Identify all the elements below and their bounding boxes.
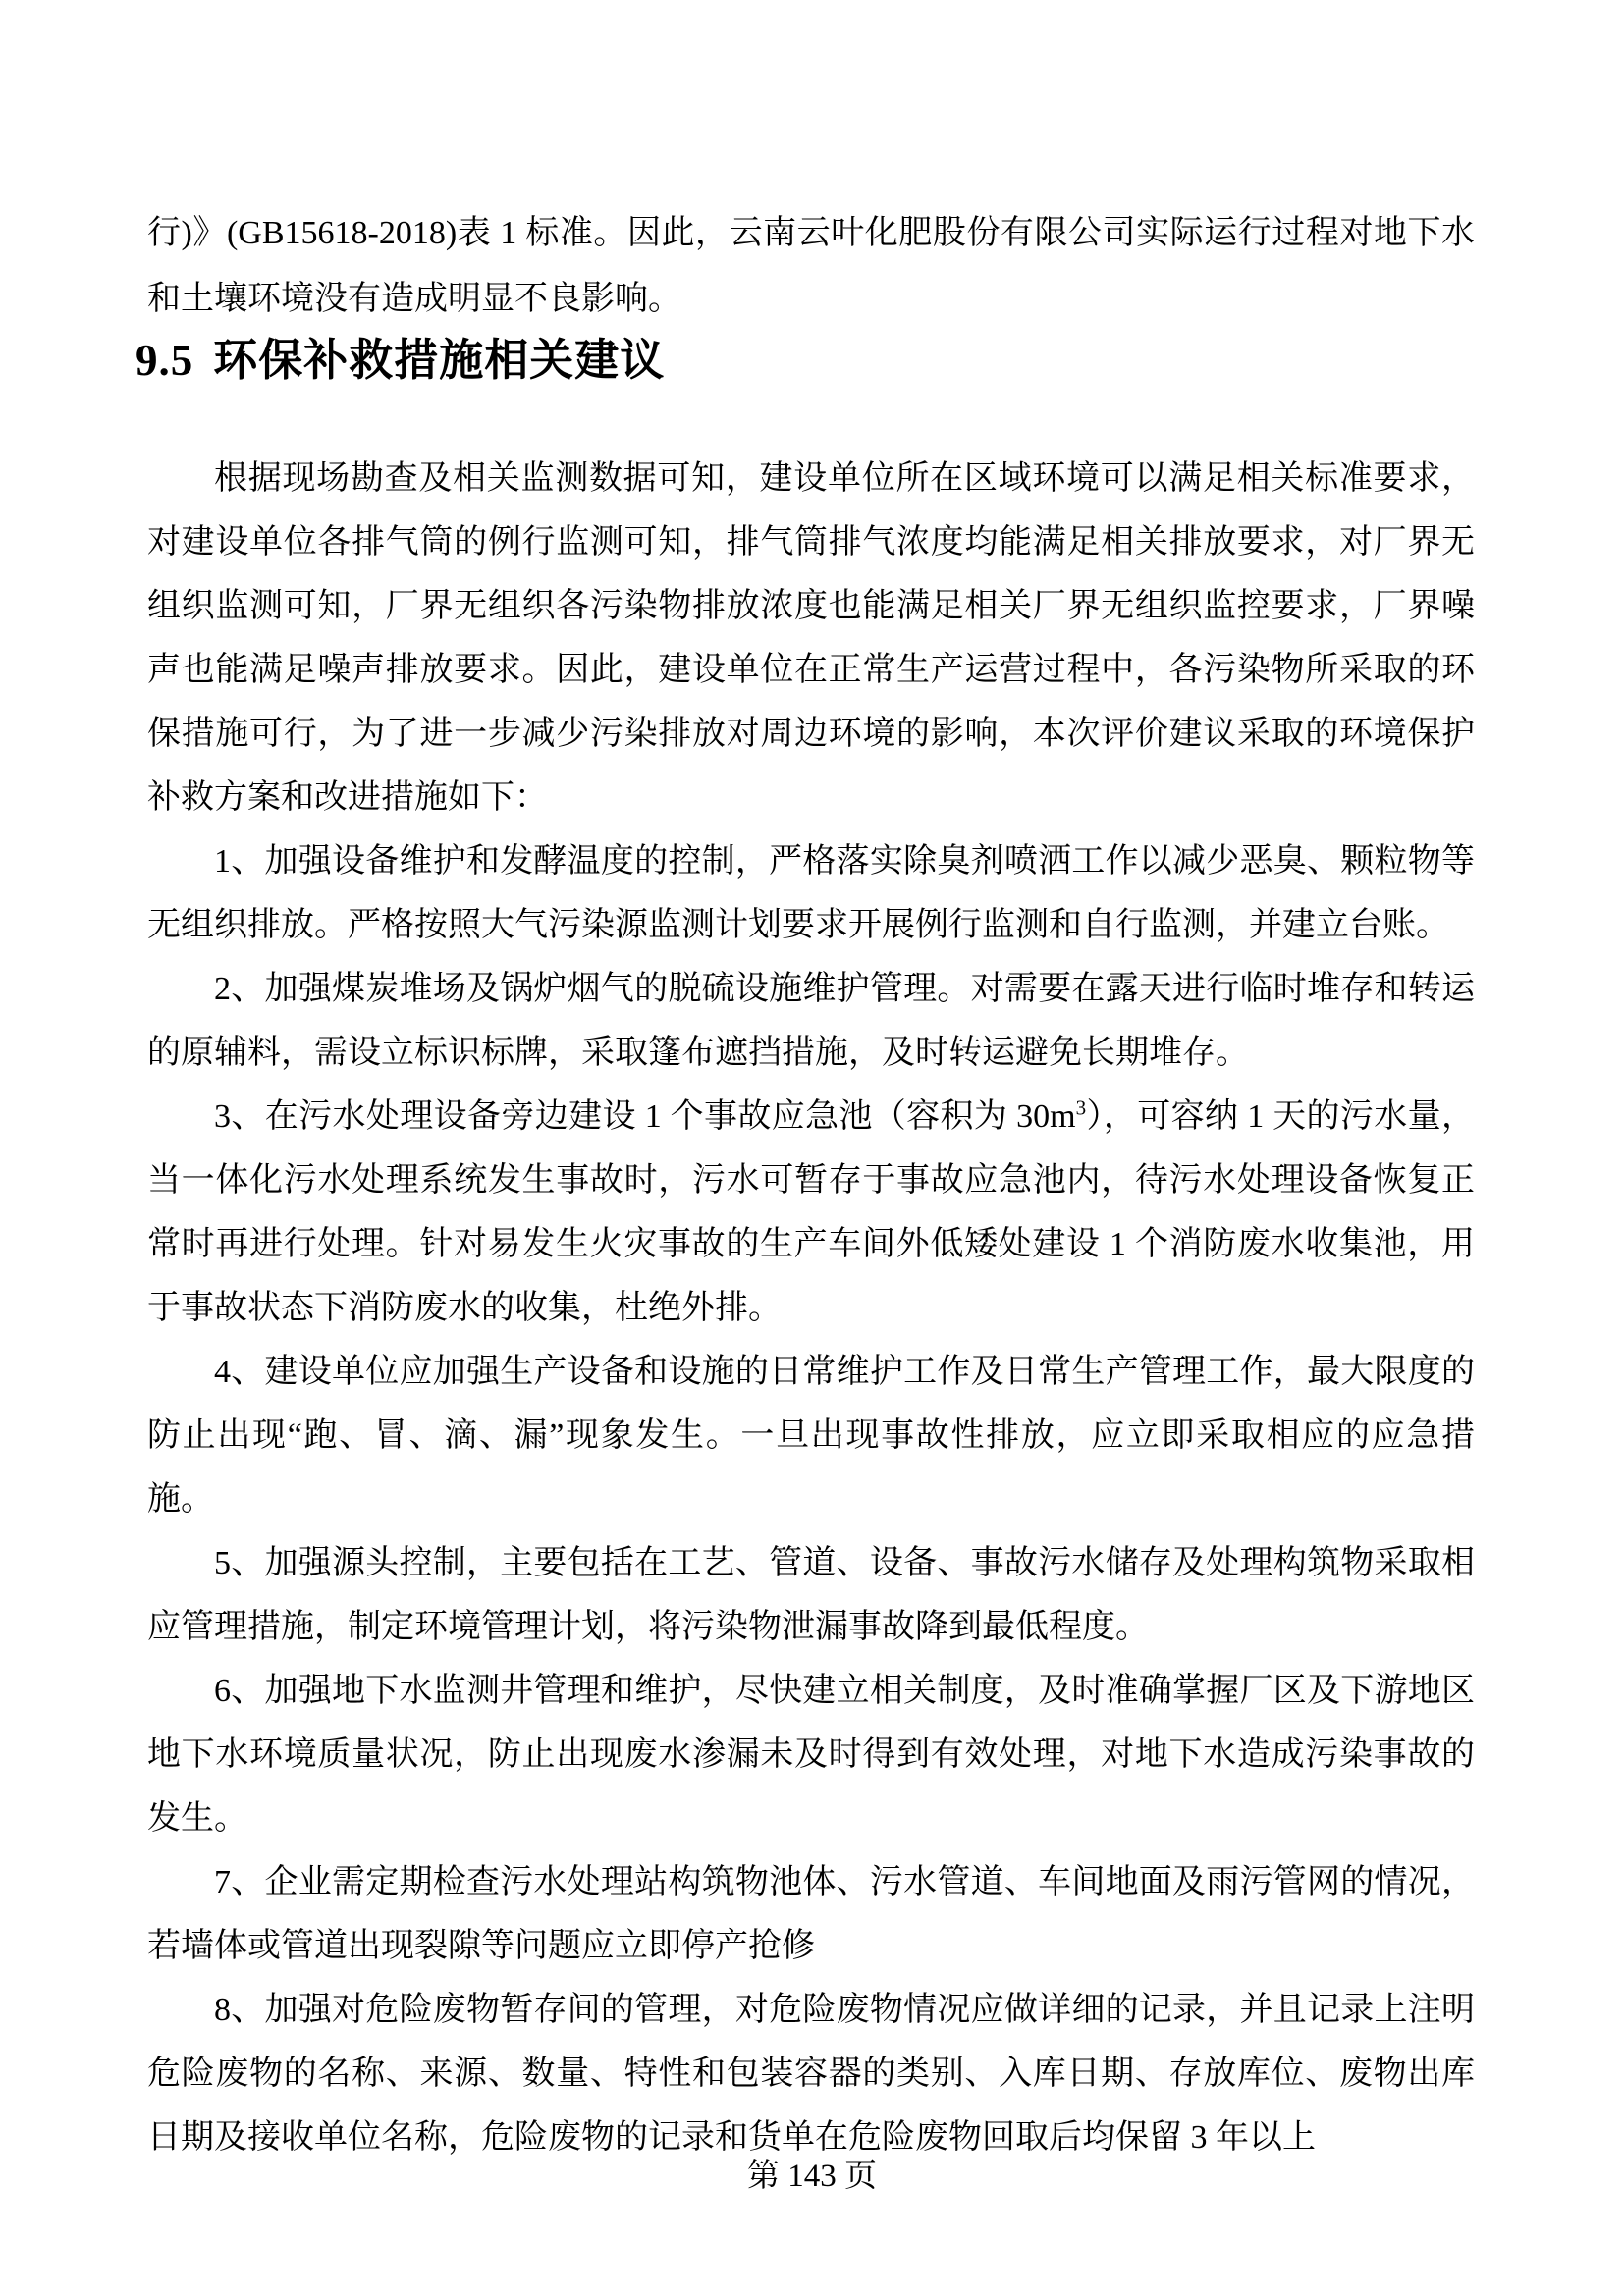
list-item-2: 2、加强煤炭堆场及锅炉烟气的脱硫设施维护管理。对需要在露天进行临时堆存和转运的原辅料，需设立标识标牌，采取篷布遮挡措施，及时转运避免长期堆存。 bbox=[147, 971, 1475, 1071]
list-item-3-text-after-superscript: ），可容纳 1 天的污水量，当一体化污水处理系统发生事故时，污水可暂存于事故应急池内，待污水处理设备恢复正常时再进行处理。针对易发生火灾事故的生产车间外低矮处建设 1 个消防废水收集池，用于事故状态下消防废水的收集，杜绝外排。 bbox=[147, 1098, 1476, 1326]
section-body bbox=[147, 447, 1475, 2169]
list-item-8: 8、加强对危险废物暂存间的管理，对危险废物情况应做详细的记录，并且记录上注明危险废物的名称、来源、数量、特性和包装容器的类别、入库日期、存放库位、废物出库日期及接收单位名称，危险废物的记录和货单在危险废物回取后均保留 3 年以上 bbox=[147, 1992, 1475, 2156]
section-title: 环保补救措施相关建议 bbox=[213, 336, 666, 385]
list-item-4: 4、建设单位应加强生产设备和设施的日常维护工作及日常生产管理工作，最大限度的防止出现“跑、冒、滴、漏”现象发生。一旦出现事故性排放，应立即采取相应的应急措施。 bbox=[147, 1354, 1475, 1518]
page-footer bbox=[0, 2155, 1624, 2198]
section-number: 9.5 bbox=[135, 336, 194, 385]
section-heading bbox=[135, 330, 665, 391]
list-item-5: 5、加强源头控制，主要包括在工艺、管道、设备、事故污水储存及处理构筑物采取相应管理措施，制定环境管理计划，将污染物泄漏事故降到最低程度。 bbox=[147, 1545, 1475, 1645]
list-item-7: 7、企业需定期检查污水处理站构筑物池体、污水管道、车间地面及雨污管网的情况，若墙体或管道出现裂隙等问题应立即停产抢修 bbox=[147, 1864, 1475, 1964]
list-item-6: 6、加强地下水监测井管理和维护，尽快建立相关制度，及时准确掌握厂区及下游地区地下水环境质量状况，防止出现废水渗漏未及时得到有效处理，对地下水造成污染事故的发生。 bbox=[147, 1673, 1475, 1837]
intro-paragraph: 根据现场勘查及相关监测数据可知，建设单位所在区域环境可以满足相关标准要求，对建设单位各排气筒的例行监测可知，排气筒排气浓度均能满足相关排放要求，对厂界无组织监测可知，厂界无组织各污染物排放浓度也能满足相关厂界无组织监控要求，厂界噪声也能满足噪声排放要求。因此，建设单位在正常生产运营过程中，各污染物所采取的环保措施可行，为了进一步减少污染排放对周边环境的影响，本次评价建议采取的环境保护补救方案和改进措施如下： bbox=[147, 460, 1475, 816]
list-item-1: 1、加强设备维护和发酵温度的控制，严格落实除臭剂喷洒工作以减少恶臭、颗粒物等无组织排放。严格按照大气污染源监测计划要求开展例行监测和自行监测，并建立台账。 bbox=[147, 843, 1475, 943]
page-number: 第 143 页 bbox=[747, 2159, 877, 2194]
list-item-3 bbox=[147, 1085, 1475, 1340]
list-item-3-text-before-superscript: 3、在污水处理设备旁边建设 1 个事故应急池（容积为 30m bbox=[214, 1098, 1076, 1135]
paragraph-continuation: 行)》(GB15618-2018)表 1 标准。因此，云南云叶化肥股份有限公司实际运行过程对地下水和土壤环境没有造成明显不良影响。 bbox=[147, 215, 1475, 317]
cubic-meter-superscript: 3 bbox=[1075, 1095, 1087, 1120]
